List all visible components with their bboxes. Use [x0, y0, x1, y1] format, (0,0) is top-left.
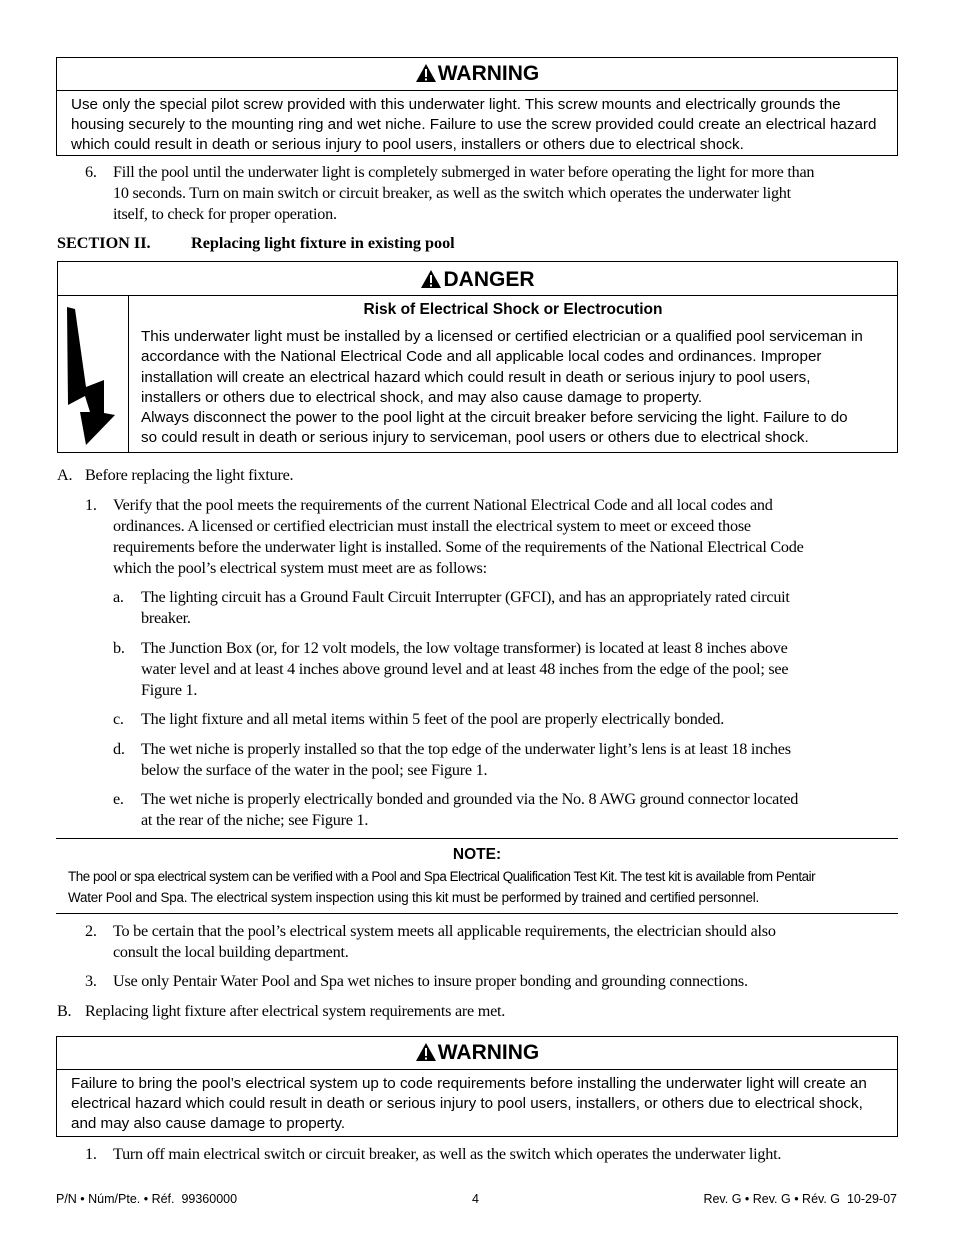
warning-title: WARNING [437, 1041, 540, 1064]
note-line: The pool or spa electrical system can be verified with a Pool and Spa Electrical Qualification Test Kit. The test kit is available from Pentair [68, 869, 816, 884]
danger-line: so could result in death or serious injury to serviceman, pool users or others due to electrical shock. [141, 429, 809, 447]
subitem-text [141, 739, 901, 781]
step-text [113, 1144, 903, 1165]
subitem-text [141, 587, 901, 629]
step-text [113, 495, 903, 579]
warning-line: housing securely to the mounting ring and wet niche. Failure to use the screw provided could create an electrical hazard [71, 116, 877, 134]
danger-line: Always disconnect the power to the pool light at the circuit breaker before servicing the light. Failure to do [141, 409, 848, 427]
text-line: which the pool’s electrical system must meet are as follows: [113, 559, 487, 577]
subitem-text [141, 638, 901, 701]
text-line: To be certain that the pool’s electrical system meets all applicable requirements, the electrician should also [113, 922, 776, 940]
text-line: at the rear of the niche; see Figure 1. [141, 811, 369, 829]
subitem-label: e. [113, 790, 124, 808]
text-line: breaker. [141, 609, 191, 627]
step-text [113, 921, 903, 963]
text-line: ordinances. A licensed or certified electrician must install the electrical system to meet or exceed those [113, 517, 751, 535]
footer-revision: Rev. G • Rev. G • Rév. G 10-29-07 [703, 1192, 897, 1206]
warning-triangle-icon [415, 1042, 437, 1062]
warning-header [57, 1037, 897, 1070]
step-number: 1. [85, 1145, 97, 1163]
warning-text [57, 91, 897, 156]
warning-box-top [56, 57, 898, 156]
step-number: 6. [85, 163, 97, 181]
text-line: below the surface of the water in the pool; see Figure 1. [141, 761, 488, 779]
note-block [56, 845, 898, 908]
danger-line: This underwater light must be installed by a licensed or certified electrician or a qualified pool serviceman in [141, 328, 863, 345]
danger-subtitle: Risk of Electrical Shock or Electrocution [363, 301, 663, 318]
text-line: consult the local building department. [113, 943, 349, 961]
subitem-label: d. [113, 740, 125, 758]
text-line: The light fixture and all metal items within 5 feet of the pool are properly electrically bonded. [141, 710, 725, 728]
warning-triangle-icon [420, 269, 442, 289]
warning-line: and may also cause damage to property. [71, 1115, 346, 1133]
step-number: 2. [85, 922, 97, 940]
part-text: Replacing light fixture after electrical system requirements are met. [85, 1002, 506, 1020]
text-line: Use only Pentair Water Pool and Spa wet niches to insure proper bonding and grounding connections. [113, 972, 748, 990]
text-line: Turn off main electrical switch or circuit breaker, as well as the switch which operates the underwater light. [113, 1145, 782, 1163]
section-title: Replacing light fixture in existing pool [191, 234, 455, 252]
step-number: 3. [85, 972, 97, 990]
subitem-label: a. [113, 588, 124, 606]
step-text [113, 162, 903, 225]
step-number: 1. [85, 496, 97, 514]
footer-part-number: P/N • Núm/Pte. • Réf. 99360000 [56, 1192, 238, 1206]
subitem-label: c. [113, 710, 124, 728]
shock-symbol-cell [58, 295, 129, 452]
danger-line: installers or others due to electrical shock, and may also cause damage to property. [141, 388, 703, 406]
danger-box [57, 261, 898, 453]
section-label: SECTION II. [57, 234, 151, 252]
warning-line: Use only the special pilot screw provided with this underwater light. This screw mounts and electrically grounds the [71, 96, 841, 113]
text-line: itself, to check for proper operation. [113, 205, 337, 223]
danger-title: DANGER [443, 268, 535, 291]
danger-line: installation will create an electrical hazard which could result in death or serious injury to pool users, [141, 368, 811, 386]
warning-header [57, 58, 897, 91]
danger-line: accordance with the National Electrical Code and all applicable local codes and ordinances. Improper [141, 348, 822, 366]
part-text: Before replacing the light fixture. [85, 466, 294, 484]
text-line: The Junction Box (or, for 12 volt models, the low voltage transformer) is located at least 8 inches above [141, 639, 788, 657]
section-heading [57, 233, 455, 254]
text-line: The wet niche is properly electrically bonded and grounded via the No. 8 AWG ground connector located [141, 790, 799, 808]
footer-page-number: 4 [472, 1192, 479, 1206]
electrical-shock-icon [58, 295, 128, 452]
text-line: water level and at least 4 inches above ground level and at least 48 inches from the edge of the pool; see [141, 660, 789, 678]
part-label: A. [57, 466, 73, 484]
danger-content [129, 295, 897, 449]
warning-text [57, 1070, 897, 1135]
text-line: Verify that the pool meets the requirements of the current National Electrical Code and all local codes and [113, 496, 773, 514]
danger-header [58, 262, 897, 296]
text-line: The wet niche is properly installed so that the top edge of the underwater light’s lens is at least 18 inches [141, 740, 791, 758]
subitem-text [141, 789, 901, 831]
note-bottom-rule [56, 913, 898, 914]
warning-line: electrical hazard which could result in death or serious injury to pool users, installers, or others due to electrical shock, [71, 1095, 863, 1113]
warning-title: WARNING [437, 62, 540, 85]
note-text [56, 866, 898, 908]
warning-line: which could result in death or serious injury to pool users, installers or others due to electrical shock. [71, 136, 744, 154]
text-line: 10 seconds. Turn on main switch or circuit breaker, as well as the switch which operates the underwater light [113, 184, 791, 202]
note-top-rule [56, 838, 898, 839]
text-line: requirements before the underwater light is installed. Some of the requirements of the National Electrical Code [113, 538, 804, 556]
step-text [113, 971, 903, 992]
warning-line: Failure to bring the pool’s electrical system up to code requirements before installing the underwater light will create an [71, 1075, 867, 1092]
text-line: Figure 1. [141, 681, 198, 699]
subitem-text [141, 709, 901, 730]
text-line: The lighting circuit has a Ground Fault Circuit Interrupter (GFCI), and has an appropriately rated circuit [141, 588, 790, 606]
text-line: Fill the pool until the underwater light is completely submerged in water before operating the light for more than [113, 163, 815, 181]
subitem-label: b. [113, 639, 125, 657]
warning-box-bottom [56, 1036, 898, 1137]
note-line: Water Pool and Spa. The electrical system inspection using this kit must be performed by trained and certified personnel. [68, 890, 760, 905]
note-title: NOTE: [452, 846, 502, 863]
warning-triangle-icon [415, 63, 437, 83]
danger-text [129, 320, 897, 449]
part-label: B. [57, 1002, 72, 1020]
